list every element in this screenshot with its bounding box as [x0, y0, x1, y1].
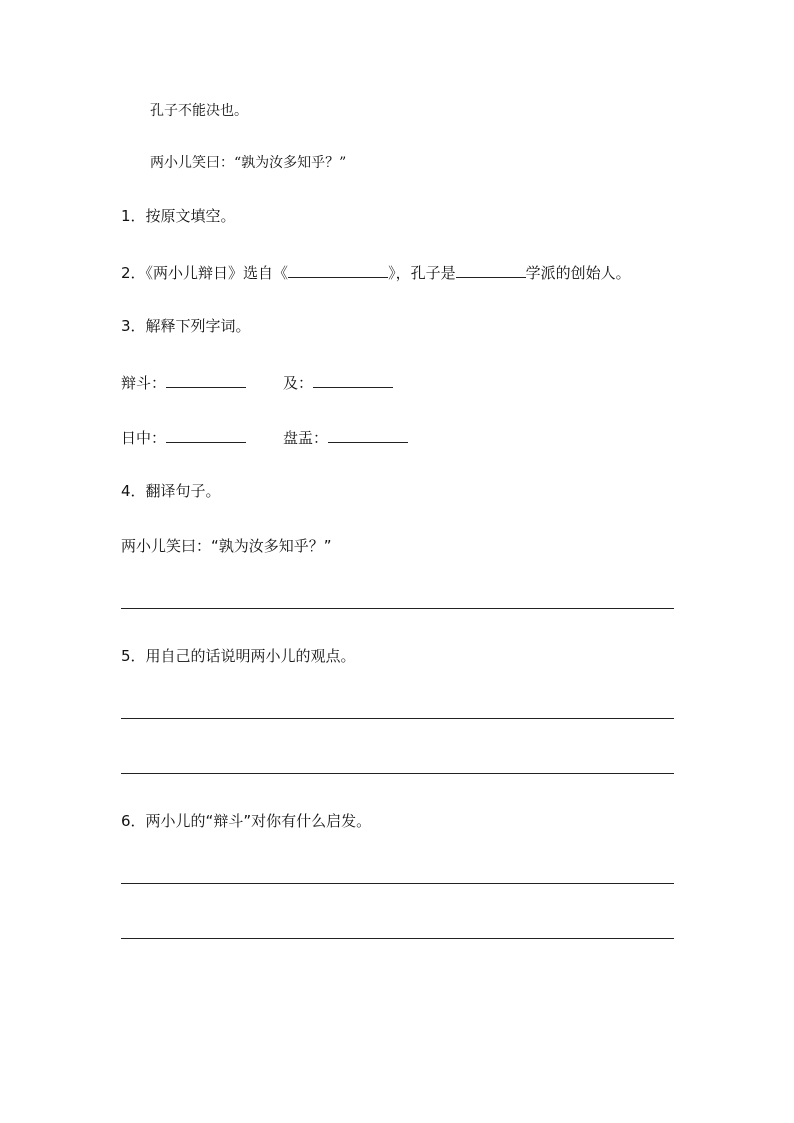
term-label: 及：: [283, 374, 314, 392]
school-of-thought-blank[interactable]: [456, 261, 526, 278]
answer-line[interactable]: [121, 718, 674, 719]
term-label: 辩斗：: [121, 374, 167, 392]
source-book-blank[interactable]: [288, 261, 388, 278]
term-blank[interactable]: [313, 371, 393, 388]
question-2: [121, 261, 631, 283]
question-2-number: 2．: [121, 264, 146, 282]
question-2-text-b: 》，孔子是: [388, 264, 456, 282]
term-ji: [283, 371, 393, 393]
question-2-text-c: 学派的创始人。: [525, 264, 631, 282]
question-3: 3．解释下列字词。: [121, 317, 251, 335]
term-label: 日中：: [121, 429, 167, 447]
question-6: 6．两小儿的“辩斗”对你有什么启发。: [121, 812, 372, 830]
translation-sentence: 两小儿笑曰：“孰为汝多知乎？”: [121, 537, 332, 555]
answer-line[interactable]: [121, 883, 674, 884]
passage-line-2: 两小儿笑曰：“孰为汝多知乎？”: [150, 155, 347, 171]
question-4: 4．翻译句子。: [121, 482, 221, 500]
term-blank[interactable]: [328, 426, 408, 443]
term-blank[interactable]: [166, 371, 246, 388]
term-rizhong: [121, 426, 246, 448]
term-blank[interactable]: [166, 426, 246, 443]
term-label: 盘盂：: [283, 429, 329, 447]
question-1: 1．按原文填空。: [121, 207, 236, 225]
answer-line[interactable]: [121, 938, 674, 939]
term-biandou: [121, 371, 246, 393]
question-2-text-a: 《两小儿辩日》选自《: [145, 264, 289, 282]
answer-line[interactable]: [121, 773, 674, 774]
answer-line[interactable]: [121, 608, 674, 609]
term-panyu: [283, 426, 408, 448]
passage-line-1: 孔子不能决也。: [150, 103, 248, 119]
question-5: 5．用自己的话说明两小儿的观点。: [121, 647, 356, 665]
